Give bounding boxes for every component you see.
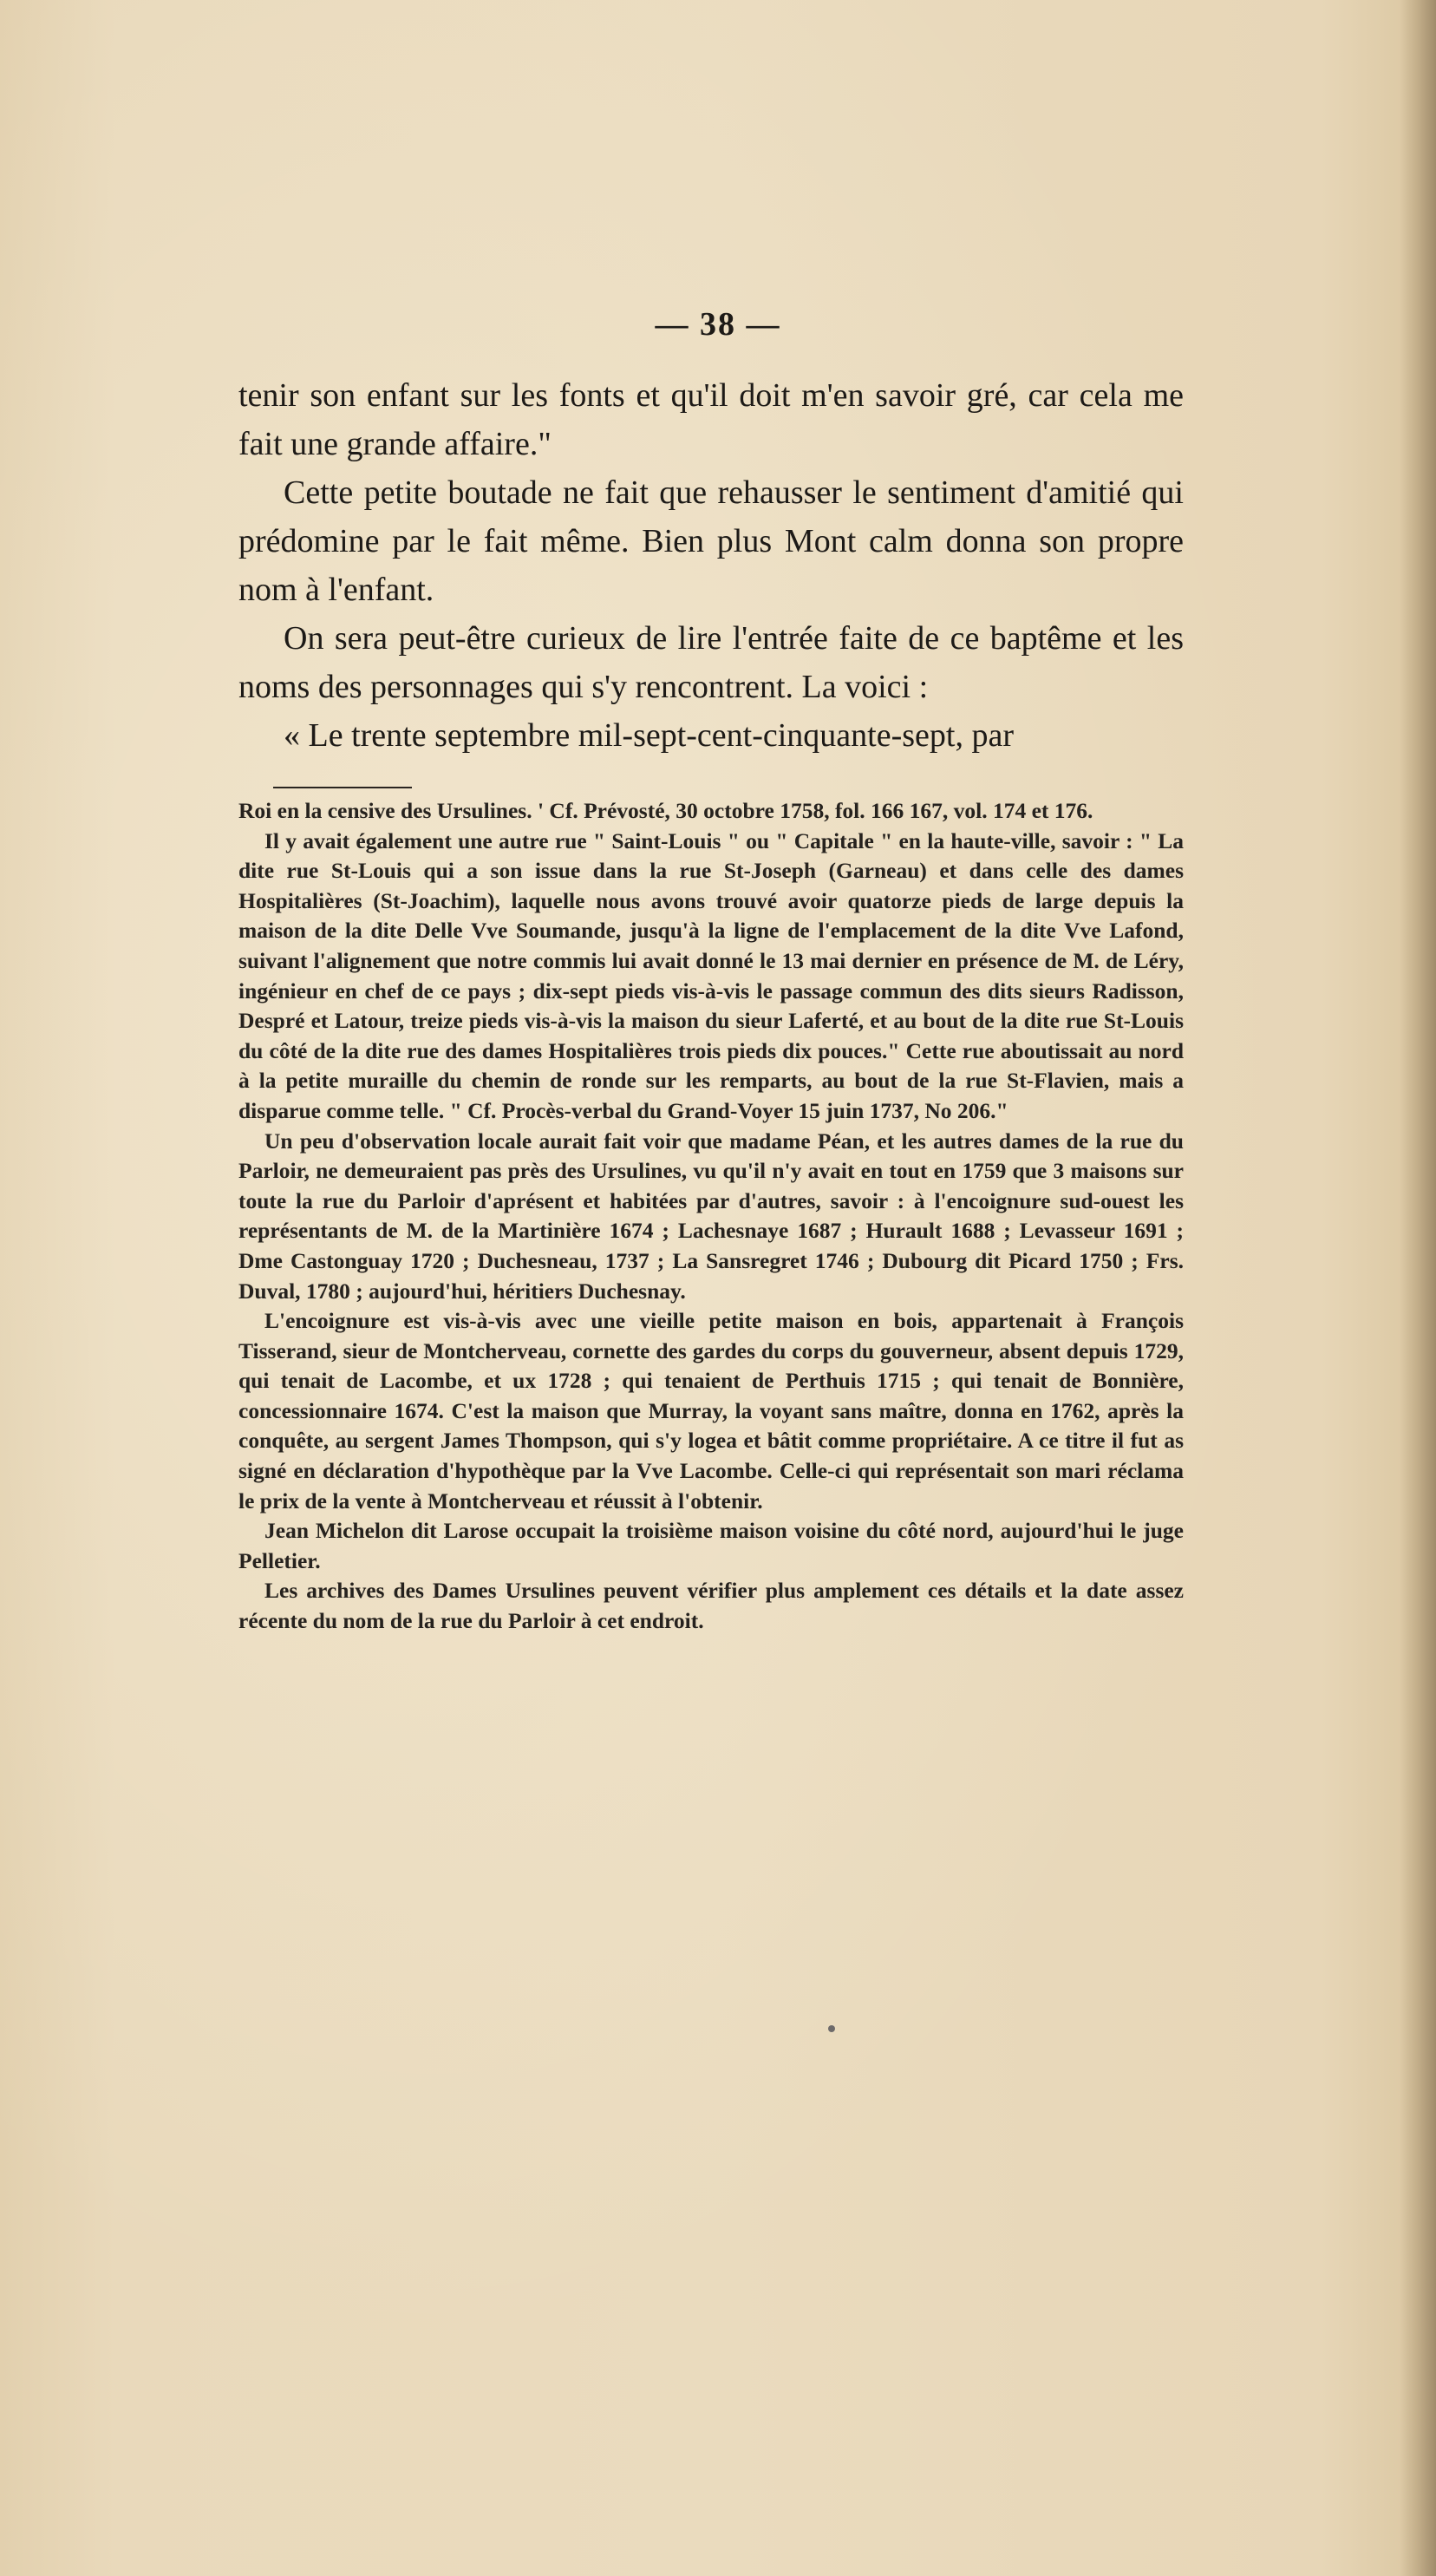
footnotes <box>238 796 1184 1637</box>
footnote-paragraph: Roi en la censive des Ursulines. ' Cf. Prévosté, 30 octobre 1758, fol. 166 167, vol. 174 et 176. <box>238 798 1093 823</box>
ink-speck <box>828 2025 835 2032</box>
footnote-rule <box>273 787 412 788</box>
main-paragraph: On sera peut-être curieux de lire l'entrée faite de ce baptême et les noms des personnages qui s'y rencontrent. La voici : <box>238 620 1184 705</box>
footnote-paragraph: L'encoignure est vis-à-vis avec une vieille petite maison en bois, appartenait à François Tisserand, sieur de Montcherveau, cornette des gardes du corps du gouverneur, absent depuis 1729, qui tenait de Lacombe, et ux 1728 ; qui tenaient de Perthuis 1715 ; qui tenait de Bonnière, concessionnaire 1674. C'est la maison que Murray, la voyant sans maître, donna en 1762, après la conquête, au sergent James Thompson, qui s'y logea et bâtit comme propriétaire. A ce titre il fut as signé en déclaration d'hypothèque par la Vve Lacombe. Celle-ci qui représentait son mari réclama le prix de la vente à Montcherveau et réussit à l'obtenir. <box>238 1308 1184 1514</box>
main-paragraph: Cette petite boutade ne fait que rehausser le sentiment d'amitié qui prédomine par le fait même. Bien plus Mont calm donna son propre nom à l'enfant. <box>238 474 1184 608</box>
page-number: — 38 — <box>655 306 781 343</box>
footnote-paragraph: Il y avait également une autre rue " Saint-Louis " ou " Capitale " en la haute-ville, savoir : " La dite rue St-Louis qui a son issue dans la rue St-Joseph (Garneau) et dans celle des dames Hospitalières (St-Joachim), laquelle nous avons trouvé avoir quatorze pieds de large depuis la maison de la dite Delle Vve Soumande, jusqu'à la ligne de l'emplacement de la dite Vve Lafond, suivant l'alignement que notre commis lui avait donné le 13 mai dernier en présence de M. de Léry, ingénieur en chef de ce pays ; dix-sept pieds vis-à-vis le passage commun des dits sieurs Radisson, Despré et Latour, treize pieds vis-à-vis la maison du sieur Laferté, et au bout de la dite rue St-Louis du côté de la dite rue des dames Hospitalières trois pieds dix pouces." Cette rue aboutissait au nord à la petite muraille du chemin de ronde sur les remparts, au bout de la rue St-Flavien, mais a disparue comme telle. " Cf. Procès-verbal du Grand-Voyer 15 juin 1737, No 206." <box>238 827 1184 1123</box>
footnote-paragraph: Jean Michelon dit Larose occupait la troisième maison voisine du côté nord, aujourd'hui le juge Pelletier. <box>238 1518 1184 1573</box>
page-edge-shadow <box>1400 0 1436 2576</box>
main-paragraph: « Le trente septembre mil-sept-cent-cinquante-sept, par <box>284 717 1014 754</box>
footnote-paragraph: Un peu d'observation locale aurait fait voir que madame Péan, et les autres dames de la rue du Parloir, ne demeuraient pas près des Ursulines, vu qu'il n'y avait en tout en 1759 que 3 maisons sur toute la rue du Parloir d'aprésent et habitées par d'autres, savoir : à l'encoignure sud-ouest les représentants de M. de la Martinière 1674 ; Lachesnaye 1687 ; Hurault 1688 ; Levasseur 1691 ; Dme Castonguay 1720 ; Duchesneau, 1737 ; La Sansregret 1746 ; Dubourg dit Picard 1750 ; Frs. Duval, 1780 ; aujourd'hui, héritiers Duchesnay. <box>238 1128 1184 1304</box>
main-text <box>238 371 1184 760</box>
main-paragraph: tenir son enfant sur les fonts et qu'il doit m'en savoir gré, car cela me fait une grande affaire." <box>238 377 1184 462</box>
footnote-paragraph: Les archives des Dames Ursulines peuvent vérifier plus amplement ces détails et la date assez récente du nom de la rue du Parloir à cet endroit. <box>238 1578 1184 1634</box>
